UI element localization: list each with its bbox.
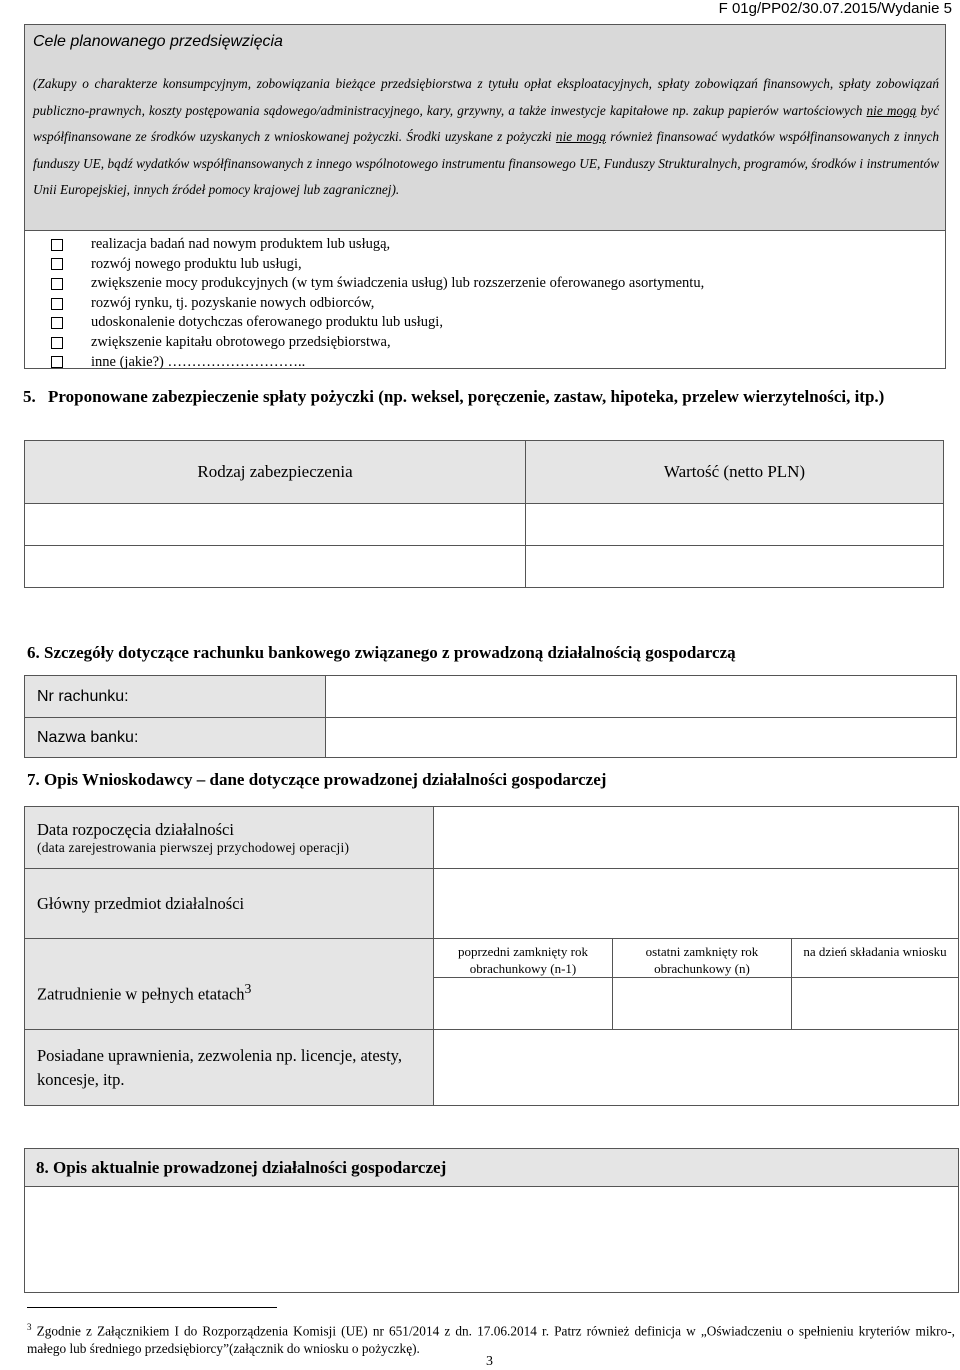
collateral-value-cell[interactable]	[526, 504, 944, 546]
checkbox[interactable]	[51, 298, 63, 310]
option-label: rozwój nowego produktu lub usługi,	[91, 255, 302, 272]
option-label: inne (jakie?) ………………………..	[91, 353, 306, 370]
page-number: 3	[486, 1354, 493, 1369]
option-label: realizacja badań nad nowym produktem lub usługą,	[91, 236, 391, 252]
licenses-field[interactable]	[434, 1030, 959, 1106]
option-label: zwiększenie mocy produkcyjnych (w tym świadczenia usług) lub rozszerzenie oferowanego asortymentu,	[91, 275, 705, 292]
section-7-heading: 7. Opis Wnioskodawcy – dane dotyczące prowadzonej działalności gospodarczej	[27, 770, 607, 789]
option-row[interactable]	[51, 294, 704, 314]
form-code: F 01g/PP02/30.07.2015/Wydanie 5	[718, 0, 952, 17]
col-prev-year: poprzedni zamknięty rok obrachunkowy (n-1)	[434, 939, 613, 978]
col-header-type: Rodzaj zabezpieczenia	[25, 441, 526, 504]
footnote-text: Zgodnie z Załącznikiem I do Rozporządzenia Komisji (UE) nr 651/2014 z dn. 17.06.2014 r. Patrz również definicja w „Oświadczeniu o spełnieniu kryteriów mikro-, małego lub średniego przedsiębiorcy”(załącznik do wniosku o pożyczkę).	[27, 1323, 955, 1357]
licenses-label: Posiadane uprawnienia, zezwolenia np. licencje, atesty, koncesje, itp.	[25, 1030, 434, 1106]
checkbox[interactable]	[51, 337, 63, 349]
footnote-marker: 3	[27, 1322, 32, 1332]
employment-label-text: Zatrudnienie w pełnych etatach	[37, 984, 245, 1004]
option-label: zwiększenie kapitału obrotowego przedsiębiorstwa,	[91, 333, 391, 350]
option-row[interactable]	[51, 274, 704, 294]
col-header-value: Wartość (netto PLN)	[526, 441, 944, 504]
section-5-title: Proponowane zabezpieczenie spłaty pożyczki (np. weksel, poręczenie, zastaw, hipoteka, przelew wierzytelności, itp.)	[48, 387, 885, 406]
option-label: rozwój rynku, tj. pozyskanie nowych odbiorców,	[91, 294, 375, 311]
nie-moga-2: nie mogą	[555, 129, 606, 144]
checkbox[interactable]	[51, 239, 63, 251]
option-row[interactable]	[51, 255, 704, 275]
start-date-label	[25, 807, 434, 869]
option-row[interactable]	[51, 235, 704, 255]
current-activity-table	[24, 1148, 959, 1293]
bank-name-label: Nazwa banku:	[25, 718, 326, 758]
footnote	[27, 1318, 955, 1358]
start-date-main: Data rozpoczęcia działalności	[37, 819, 234, 839]
collateral-type-cell[interactable]	[25, 504, 526, 546]
purpose-title: Cele planowanego przedsięwzięcia	[33, 33, 283, 50]
collateral-type-cell[interactable]	[25, 546, 526, 588]
checkbox[interactable]	[51, 258, 63, 270]
footnote-ref: 3	[244, 981, 252, 997]
section-5-heading	[23, 385, 933, 408]
checkbox[interactable]	[51, 278, 63, 290]
col-last-year: ostatni zamknięty rok obrachunkowy (n)	[613, 939, 792, 978]
section-8-heading: 8. Opis aktualnie prowadzonej działalności gospodarczej	[25, 1149, 959, 1187]
collateral-value-cell[interactable]	[526, 546, 944, 588]
desc-part-2: być współfinansowane ze środków uzyskanych z wnioskowanej pożyczki. Środki uzyskane z pożyczki	[33, 102, 939, 144]
collateral-table	[24, 440, 944, 588]
bank-account-table	[24, 675, 957, 758]
option-row[interactable]	[51, 353, 704, 373]
option-row[interactable]	[51, 313, 704, 333]
current-activity-field[interactable]	[25, 1187, 959, 1293]
purpose-description	[33, 71, 939, 204]
purpose-box	[24, 24, 946, 369]
employment-label	[25, 939, 434, 1030]
checkbox[interactable]	[51, 356, 63, 368]
employment-last-field[interactable]	[613, 978, 792, 1030]
account-number-label: Nr rachunku:	[25, 676, 326, 718]
applicant-table	[24, 806, 959, 1106]
bank-name-field[interactable]	[326, 718, 957, 758]
option-label: udoskonalenie dotychczas oferowanego produktu lub usługi,	[91, 314, 443, 331]
nie-moga-1: nie mogą	[866, 102, 917, 118]
col-current: na dzień składania wniosku	[792, 939, 959, 978]
desc-part-1: (Zakupy o charakterze konsumpcyjnym, zobowiązania bieżące przedsiębiorstwa z tytułu opłat eksploatacyjnych, spłaty zobowiązań finansowych, spłaty zobowiązań publiczno-prawnych, koszty postępowania sądowego/administracyjnego, kary, grzywny, a także inwestycje kapitałowe np. zakup papierów wartościowych	[33, 76, 939, 118]
main-activity-label: Główny przedmiot działalności	[25, 869, 434, 939]
employment-prev-field[interactable]	[434, 978, 613, 1030]
section-5-number: 5.	[23, 387, 36, 406]
option-row[interactable]	[51, 333, 704, 353]
main-activity-field[interactable]	[434, 869, 959, 939]
start-date-sub: (data zarejestrowania pierwszej przychodowej operacji)	[37, 839, 350, 855]
account-number-field[interactable]	[326, 676, 957, 718]
footnote-divider	[27, 1307, 277, 1308]
desc-part-3: również finansować wydatków współfinansowanych z innych funduszy UE, bądź wydatków współfinansowanych z innego wspólnotowego instrumentu finansowego UE, Funduszy Strukturalnych, programów, środków i instrumentów Unii Europejskiej, innych źródeł pomocy krajowej lub zagranicznej).	[33, 129, 939, 197]
purpose-options	[51, 235, 704, 372]
section-6-heading: 6. Szczegóły dotyczące rachunku bankowego związanego z prowadzoną działalnością gospodarczą	[27, 643, 736, 662]
start-date-field[interactable]	[434, 807, 959, 869]
checkbox[interactable]	[51, 317, 63, 329]
employment-now-field[interactable]	[792, 978, 959, 1030]
purpose-header	[25, 25, 945, 231]
